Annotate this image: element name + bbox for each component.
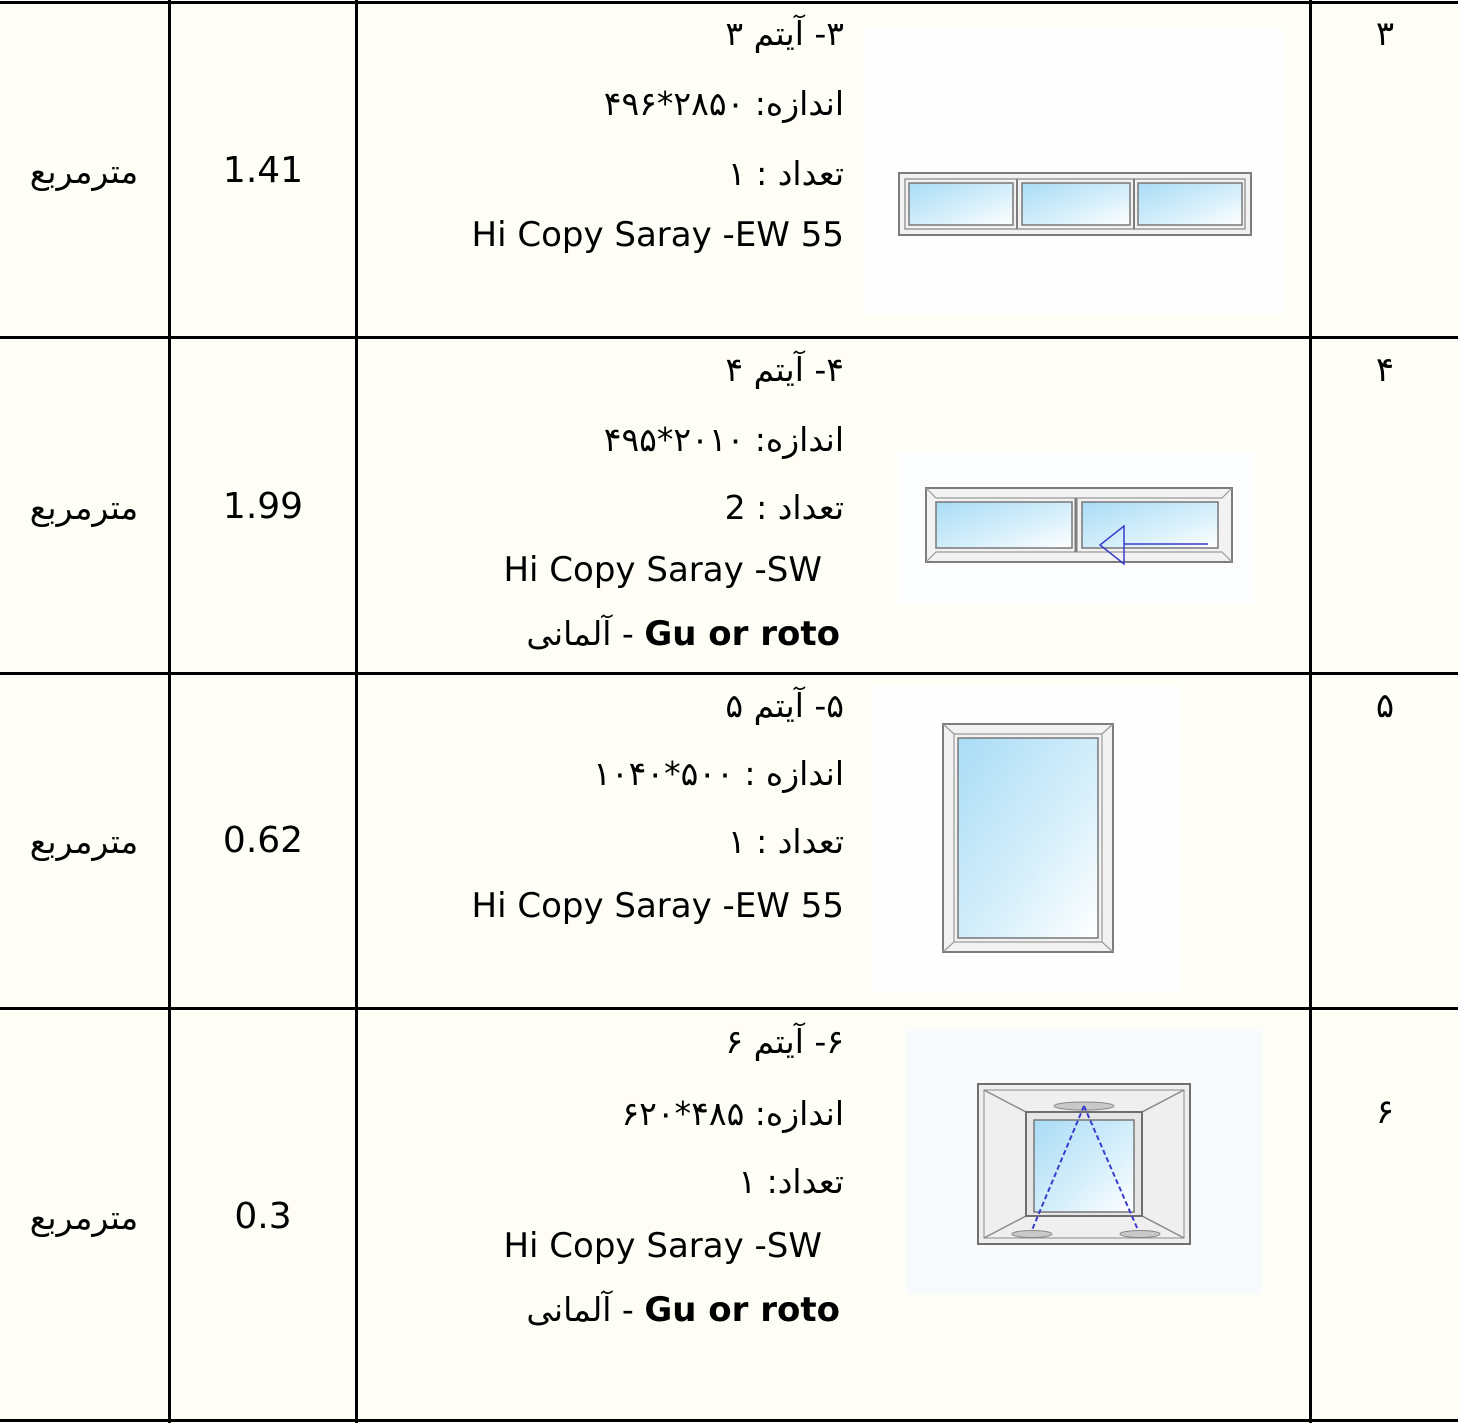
sliding-window-2-panel-icon — [924, 486, 1236, 566]
quantity-cell: 1.41 — [222, 150, 304, 191]
row-number: ۵ — [1375, 686, 1395, 726]
window-drawing-area — [864, 28, 1284, 314]
item-size: اندازه: ۲۰۱۰*۴۹۵ — [603, 420, 844, 459]
row-number: ۶ — [1375, 1092, 1395, 1132]
unit-cell: مترمربع — [29, 152, 139, 191]
item-profile: Hi Copy Saray -EW 55 — [471, 886, 844, 926]
unit-cell: مترمربع — [29, 488, 139, 527]
item-profile: Hi Copy Saray -SW — [503, 1226, 822, 1266]
tilt-window-perspective-icon — [976, 1080, 1194, 1248]
row-divider — [0, 672, 1458, 675]
column-divider — [1309, 0, 1312, 1423]
hardware-origin: - آلمانی — [526, 1290, 634, 1329]
item-count: تعداد : 2 — [724, 488, 844, 527]
hardware-origin: - آلمانی — [526, 614, 634, 653]
item-title: ۵- آیتم ۵ — [725, 686, 844, 725]
row-divider — [0, 1007, 1458, 1010]
item-title: ۴- آیتم ۴ — [725, 350, 844, 389]
hardware-brand: Gu or roto — [644, 1290, 840, 1330]
quantity-cell: 1.99 — [222, 486, 304, 527]
item-count: تعداد: ۱ — [738, 1162, 844, 1201]
item-profile: Hi Copy Saray -EW 55 — [471, 215, 844, 255]
table-border-bottom — [0, 1419, 1458, 1422]
item-title: ۶- آیتم ۶ — [725, 1022, 844, 1061]
item-size: اندازه : ۵۰۰*۱۰۴۰ — [593, 754, 844, 793]
row-divider — [0, 336, 1458, 339]
table-border-top — [0, 1, 1458, 4]
item-hardware — [526, 614, 840, 654]
item-title: ۳- آیتم ۳ — [725, 14, 844, 53]
unit-cell: مترمربع — [29, 1198, 139, 1237]
item-size: اندازه: ۲۸۵۰*۴۹۶ — [603, 84, 844, 123]
item-size: اندازه: ۴۸۵*۶۲۰ — [621, 1094, 844, 1133]
quantity-cell: 0.62 — [222, 820, 304, 861]
item-hardware — [526, 1290, 840, 1330]
quantity-cell: 0.3 — [234, 1196, 292, 1237]
hardware-brand: Gu or roto — [644, 614, 840, 654]
item-profile: Hi Copy Saray -SW — [503, 550, 822, 590]
item-count: تعداد : ۱ — [727, 822, 844, 861]
unit-cell: مترمربع — [29, 822, 139, 861]
row-number: ۳ — [1375, 14, 1395, 54]
row-number: ۴ — [1375, 350, 1395, 390]
fixed-window-single-icon — [942, 722, 1116, 956]
item-count: تعداد : ۱ — [727, 154, 844, 193]
sliding-window-3-panel-icon — [898, 172, 1254, 238]
